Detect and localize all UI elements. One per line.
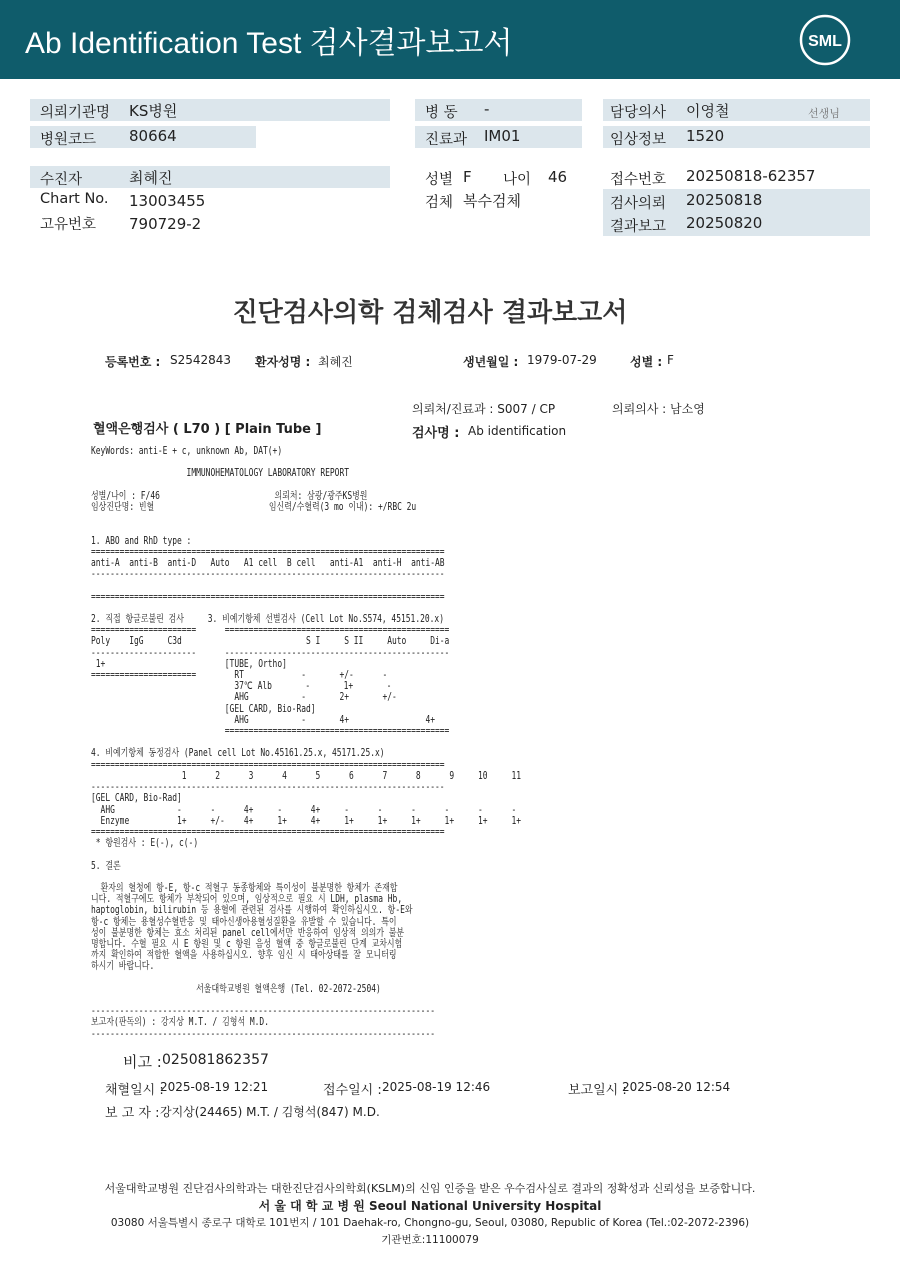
lab-text-line: IMMUNOHEMATOLOGY LABORATORY REPORT xyxy=(91,468,350,480)
lab-text-line: ========================================================================== xyxy=(91,546,445,558)
sex-label: 성별 xyxy=(425,172,454,188)
receipt-no-value: 20250818-62357 xyxy=(686,167,816,185)
lab-text-line: 니다. 적혈구에도 항체가 부착되어 있으며, 임상적으로 필요 시 LDH, plasma Hb, xyxy=(91,894,403,906)
lab-text-line xyxy=(91,457,521,468)
lab-text-line: ========================================================================== xyxy=(91,759,445,771)
clinical-label: 임상정보 xyxy=(610,132,667,148)
doctor-suffix: 선생님 xyxy=(808,107,840,120)
lab-text-line: 임상진단명: 빈혈 임신력/수혈력(3 mo 이내): +/RBC 2u xyxy=(91,502,417,514)
hospital-code-value: 80664 xyxy=(129,127,177,145)
patient-value: 최혜진 xyxy=(129,169,173,187)
lab-text-line: AHG - 2+ +/- xyxy=(91,692,397,704)
lab-text-line: Poly IgG C3d S I S II Auto Di-a xyxy=(91,636,450,648)
lab-text-line: 37℃ Alb - 1+ - xyxy=(91,681,392,693)
age-value: 46 xyxy=(548,168,568,186)
lab-text-line: 5. 결론 xyxy=(91,860,121,872)
lab-text-line xyxy=(91,872,521,883)
unique-label: 고유번호 xyxy=(40,217,97,233)
lab-text-line: Enzyme 1+ +/- 4+ 1+ 4+ 1+ 1+ 1+ 1+ 1+ 1+ xyxy=(91,815,522,827)
lab-text-line: 보고자(판독의) : 강지상 M.T. / 김형석 M.D. xyxy=(91,1017,269,1029)
lab-text-line: 서울대학교병원 혈액은행 (Tel. 02-2072-2504) xyxy=(91,983,381,995)
lab-text-line: [GEL CARD, Bio-Rad] xyxy=(91,793,182,805)
institution-value: KS병원 xyxy=(129,102,178,120)
lab-text-line xyxy=(91,524,521,535)
lab-text-line: haptoglobin, bilirubin 등 용혈에 관련된 검사를 시행하여 확인하십시오. 항-E와 xyxy=(91,905,413,917)
svg-text:SML: SML xyxy=(808,33,842,50)
hospital-code-label: 병원코드 xyxy=(40,132,97,148)
lab-text-line xyxy=(91,580,521,591)
reporter-value: 강지상(24465) M.T. / 김형석(847) M.D. xyxy=(160,1105,380,1119)
report-time-label: 보고일시 : xyxy=(568,1083,627,1098)
name-label: 환자성명 : xyxy=(255,355,311,369)
footer-cert-text: 서울대학교병원 진단검사의학과는 대한진단검사의학회(KSLM)의 신임 인증을 받은 우수검사실로 결과의 정확성과 신뢰성을 보증합니다. xyxy=(104,1182,756,1195)
lab-text-line xyxy=(91,995,521,1006)
footer-hospital-name: 서 울 대 학 교 병 원 Seoul National University Hospital xyxy=(258,1199,602,1213)
lab-text-line: 1. ABO and RhD type : xyxy=(91,535,192,547)
test-group: 혈액은행검사 ( L70 ) [ Plain Tube ] xyxy=(93,422,322,437)
lab-text-line: 환자의 혈청에 항-E, 항-c 적혈구 동종항체와 특이성이 불분명한 항체가 존재합 xyxy=(91,882,398,894)
specimen-value: 복수검체 xyxy=(463,192,521,210)
clinical-value: 1520 xyxy=(686,127,725,145)
lab-text-line: 항-c 항체는 용혈성수혈반응 및 태아신생아용혈성질환을 유발할 수 있습니다. 특이 xyxy=(91,916,397,928)
dob-label: 생년월일 : xyxy=(463,355,519,369)
lab-text-line: 까지 확인하여 적합한 혈액을 사용하십시오. 향후 임신 시 태아상태를 잘 모니터링 xyxy=(91,950,397,962)
remark-label: 비고 : xyxy=(123,1053,162,1071)
lab-text-line: * 항원검사 : E(-), c(-) xyxy=(91,838,199,850)
reg-label: 등록번호 : xyxy=(105,355,161,369)
name-value: 최혜진 xyxy=(318,355,353,369)
chart-value: 13003455 xyxy=(129,192,206,210)
requester-line: 의뢰처/진료과 : S007 / CP xyxy=(412,402,556,416)
report-date-value: 20250820 xyxy=(686,214,763,232)
lab-text-line: -------------------------------------------------------------------------- xyxy=(91,782,445,794)
test-name-label: 검사명 : xyxy=(412,426,460,441)
lab-text-line xyxy=(91,603,521,614)
sex2-value: F xyxy=(667,353,674,367)
lab-text-line: KeyWords: anti-E + c, unknown Ab, DAT(+) xyxy=(91,446,283,457)
lab-text-line xyxy=(91,973,521,984)
specimen-label: 검체 xyxy=(425,195,454,211)
sml-logo xyxy=(798,13,852,67)
report-date-label: 결과보고 xyxy=(610,219,667,235)
dept-label: 진료과 xyxy=(425,132,468,148)
lab-text-line: ====================== RT - +/- - xyxy=(91,670,388,682)
lab-text-line: 하시기 바랍니다. xyxy=(91,961,155,973)
lab-text-line: 성별/나이 : F/46 의뢰처: 삼광/광주KS병원 xyxy=(91,490,368,502)
remark-value: 025081862357 xyxy=(162,1052,269,1068)
sex-value: F xyxy=(463,168,472,186)
unique-value: 790729-2 xyxy=(129,215,202,233)
chart-label: Chart No. xyxy=(40,191,109,207)
lab-text-line xyxy=(91,513,521,524)
lab-text-line: 성이 불분명한 항체는 효소 처리된 panel cell에서만 반응하여 임상적 의의가 불분 xyxy=(91,927,405,939)
lab-text-line xyxy=(91,849,521,860)
lab-text-line: [GEL CARD, Bio-Rad] xyxy=(91,703,316,715)
collect-label: 채혈일시 : xyxy=(105,1083,164,1098)
ward-label: 병 동 xyxy=(425,105,458,121)
lab-text-line: ====================== =============================================== xyxy=(91,625,450,637)
report-title: 진단검사의학 검체검사 결과보고서 xyxy=(232,298,628,328)
lab-text-line: ------------------------------------------------------------------------ xyxy=(91,1006,436,1018)
report-time-value: 2025-08-20 12:54 xyxy=(622,1080,731,1094)
page-title: Ab Identification Test 검사결과보고서 xyxy=(25,27,513,60)
receipt-time-value: 2025-08-19 12:46 xyxy=(382,1080,491,1094)
lab-text-line: ========================================================================== xyxy=(91,826,445,838)
age-label: 나이 xyxy=(503,172,532,188)
collect-value: 2025-08-19 12:21 xyxy=(160,1080,269,1094)
footer-address: 03080 서울특별시 종로구 대학로 101번지 / 101 Daehak-ro, Chongno-gu, Seoul, 03080, Republic of Korea (Tel.:02-2072-2396) xyxy=(110,1217,750,1229)
lab-text-line: 1 2 3 4 5 6 7 8 9 10 11 xyxy=(91,770,522,782)
test-name-value: Ab identification xyxy=(468,424,567,438)
dept-value: IM01 xyxy=(484,127,521,145)
lab-report-text xyxy=(91,446,521,1040)
lab-text-line: ---------------------- ----------------------------------------------- xyxy=(91,647,450,659)
doctor-label: 담당의사 xyxy=(610,105,667,121)
institution-label: 의뢰기관명 xyxy=(40,105,111,121)
lab-text-line xyxy=(91,737,521,748)
patient-box xyxy=(30,166,390,188)
sex2-label: 성별 : xyxy=(630,355,663,369)
lab-text-line: -------------------------------------------------------------------------- xyxy=(91,569,445,581)
lab-text-line: =============================================== xyxy=(91,726,450,738)
reg-value: S2542843 xyxy=(170,353,232,367)
lab-text-line: 1+ [TUBE, Ortho] xyxy=(91,658,287,670)
receipt-time-label: 접수일시 : xyxy=(323,1083,382,1098)
footer-institution-code: 기관번호:11100079 xyxy=(381,1234,479,1246)
lab-text-line: 4. 비예기항체 동정검사 (Panel cell Lot No.45161.25.x, 45171.25.x) xyxy=(91,748,385,760)
lab-text-line xyxy=(91,480,521,491)
req-doctor-line: 의뢰의사 : 남소영 xyxy=(612,402,705,416)
lab-text-line: AHG - 4+ 4+ xyxy=(91,714,436,726)
lab-text-line: ------------------------------------------------------------------------ xyxy=(91,1028,436,1040)
dob-value: 1979-07-29 xyxy=(527,353,597,367)
ward-value: - xyxy=(484,100,490,118)
request-date-value: 20250818 xyxy=(686,191,763,209)
lab-text-line: AHG - - 4+ - 4+ - - - - - - xyxy=(91,804,517,816)
request-date-label: 검사의뢰 xyxy=(610,196,667,212)
doctor-value: 이영철 xyxy=(686,102,730,120)
lab-text-line: 명합니다. 수혈 필요 시 E 항원 및 c 항원 음성 혈액 중 항글로불린 단계 교차시험 xyxy=(91,938,403,950)
receipt-no-label: 접수번호 xyxy=(610,172,667,188)
lab-text-line: 2. 직접 항글로불린 검사 3. 비예기항체 선별검사 (Cell Lot No.S574, 45151.20.x) xyxy=(91,614,445,626)
lab-text-line: ========================================================================== xyxy=(91,591,445,603)
lab-text-line: anti-A anti-B anti-D Auto A1 cell B cell anti-A1 anti-H anti-AB xyxy=(91,558,445,570)
patient-label: 수진자 xyxy=(40,172,83,188)
reporter-label: 보 고 자 : xyxy=(105,1106,160,1121)
